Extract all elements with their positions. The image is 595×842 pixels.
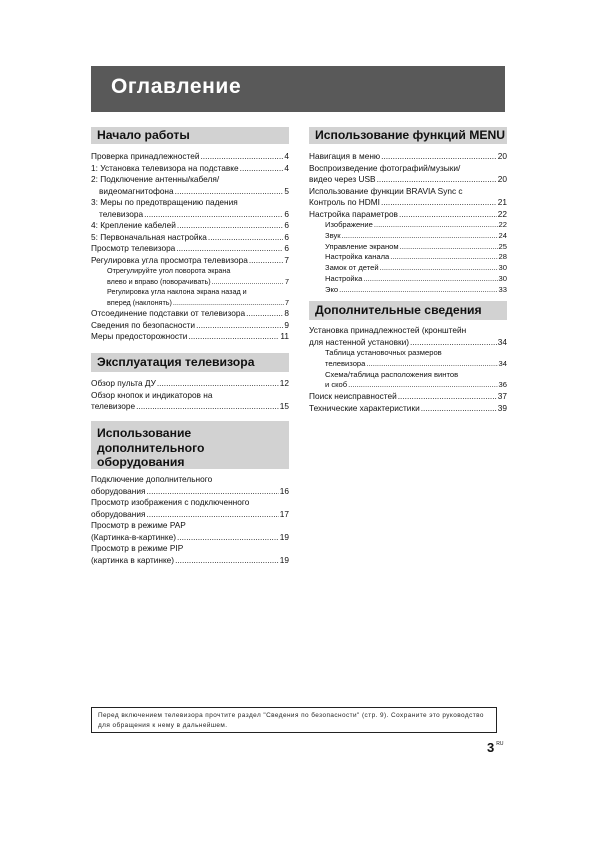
- toc-entry[interactable]: [91, 390, 289, 413]
- leader-dots: [175, 186, 284, 198]
- safety-note: Перед включением телевизора прочтите раздел "Сведения по безопасности" (стр. 9). Сохраните это руководство для обращения к нему в дальнейшем.: [91, 707, 497, 733]
- toc-subentry[interactable]: [309, 348, 507, 370]
- toc-entry-page: 34: [498, 358, 507, 368]
- toc-entry-text: (Картинка-в-картинке): [91, 531, 176, 542]
- section-heading-extra-equipment: [91, 421, 289, 469]
- toc-entry-text: 5: Первоначальная настройка: [91, 231, 207, 242]
- section-heading-additional: [309, 301, 507, 320]
- toc-entry-text: Настройка канала: [325, 252, 390, 262]
- toc-entry-text: Управление экраном: [325, 241, 399, 251]
- toc-entry-text: (картинка в картинке): [91, 554, 175, 565]
- section-heading-menu-label: Использование функций MENU: [315, 128, 506, 142]
- toc-entry-first-line: Просмотр изображения с подключенного: [91, 497, 250, 507]
- section-heading-menu: [309, 127, 507, 144]
- toc-entry[interactable]: [91, 308, 289, 320]
- leader-dots: [339, 285, 497, 296]
- toc-entry-page: 7: [284, 254, 289, 265]
- section-heading-extra-equipment-label: [97, 426, 204, 470]
- toc-entry[interactable]: [91, 197, 289, 220]
- toc-entry-first-line: Использование функции BRAVIA Sync с: [309, 185, 463, 196]
- leader-dots: [177, 220, 283, 232]
- toc-entry-text: Настройка параметров: [309, 208, 398, 219]
- toc-entry-page: 22: [498, 220, 507, 229]
- toc-entry-first-line: Таблица установочных размеров: [325, 348, 442, 357]
- page-title: Оглавление: [111, 75, 242, 98]
- toc-entry-text: Сведения по безопасности: [91, 319, 196, 330]
- toc-entry-first-line: 2: Подключение антенны/кабеля/: [91, 174, 220, 184]
- toc-entry-text: Замок от детей: [325, 263, 379, 273]
- toc-entry-text: Навигация в меню: [309, 151, 381, 161]
- toc-entry-text: Настройка: [325, 273, 363, 283]
- toc-subentry[interactable]: [309, 274, 507, 285]
- heading-line: дополнительного: [97, 440, 205, 455]
- leader-dots: [342, 231, 498, 242]
- toc-entry-text: телевизоре: [91, 401, 136, 411]
- toc-entry-page: 22: [497, 208, 507, 219]
- toc-entry-page: 20: [497, 151, 507, 161]
- toc-subentry[interactable]: [309, 242, 507, 253]
- toc-entry[interactable]: [91, 474, 289, 497]
- toc-entry[interactable]: [309, 403, 507, 415]
- leader-dots: [366, 359, 497, 370]
- leader-dots: [246, 308, 283, 320]
- toc-entry-page: 6: [284, 220, 289, 230]
- toc-entry[interactable]: [91, 220, 289, 232]
- toc-entry-first-line: Отрегулируйте угол поворота экрана: [107, 266, 231, 275]
- toc-entry-page: 30: [498, 273, 507, 283]
- toc-entry-text: Отсоединение подставки от телевизора: [91, 308, 246, 318]
- toc-entry[interactable]: [91, 232, 289, 244]
- toc-entry-page: 25: [498, 241, 507, 251]
- toc-entry-text: Поиск неисправностей: [309, 391, 397, 402]
- toc-entry-text: влево и вправо (поворачивать): [107, 276, 211, 286]
- toc-entry-page: 7: [285, 297, 289, 307]
- toc-entry-page: 20: [497, 174, 507, 184]
- toc-entry-first-line: Установка принадлежностей (кронштейн: [309, 325, 467, 335]
- toc-entry-text: видеомагнитофона: [99, 185, 174, 196]
- toc-entry[interactable]: [91, 331, 289, 343]
- toc-entry[interactable]: [91, 255, 289, 267]
- toc-entry-first-line: Просмотр в режиме PIP: [91, 543, 184, 553]
- toc-entry-text: 1: Установка телевизора на подставке: [91, 162, 239, 173]
- toc-entry-first-line: 3: Меры по предотвращению падения: [91, 197, 238, 207]
- toc-additional: [309, 325, 507, 414]
- toc-entry-page: 39: [497, 402, 507, 413]
- leader-dots: [240, 163, 284, 175]
- section-heading-start: [91, 127, 289, 144]
- leader-dots: [136, 401, 279, 413]
- toc-entry-page: 8: [284, 308, 289, 318]
- toc-entry-page: 37: [497, 391, 507, 402]
- leader-dots: [348, 380, 497, 391]
- toc-entry-page: 15: [279, 401, 289, 411]
- title-bar: [91, 66, 505, 112]
- toc-subentry[interactable]: [309, 263, 507, 274]
- leader-dots: [377, 174, 497, 186]
- section-heading-additional-label: Дополнительные сведения: [315, 303, 482, 317]
- toc-entry-first-line: Просмотр в режиме PAP: [91, 520, 186, 530]
- toc-entry-page: 11: [280, 331, 289, 341]
- toc-entry-first-line: Регулировка угла наклона экрана назад и: [107, 287, 247, 296]
- leader-dots: [177, 532, 279, 544]
- toc-subentry[interactable]: [309, 252, 507, 263]
- leader-dots: [146, 509, 278, 521]
- toc-entry-first-line: Воспроизведение фотографий/музыки/: [309, 162, 461, 173]
- toc-extra-equipment: [91, 474, 289, 566]
- heading-line: Использование: [97, 426, 192, 440]
- toc-subentry[interactable]: [91, 266, 289, 287]
- toc-entry-page: 24: [498, 230, 507, 240]
- leader-dots: [146, 486, 278, 498]
- toc-entry-text: Контроль по HDMI: [309, 197, 380, 207]
- toc-entry[interactable]: [91, 497, 289, 520]
- toc-entry-text: Технические характеристики: [309, 402, 420, 413]
- toc-entry-text: Эко: [325, 284, 339, 294]
- toc-entry-page: 7: [285, 276, 289, 286]
- leader-dots: [157, 378, 279, 390]
- section-heading-operation: [91, 353, 289, 372]
- toc-entry-page: 21: [497, 197, 507, 207]
- toc-entry-text: вперед (наклонять): [107, 297, 172, 307]
- toc-entry[interactable]: [309, 186, 507, 209]
- toc-entry-text: Проверка принадлежностей: [91, 151, 200, 161]
- toc-entry-text: видео через USB: [309, 174, 376, 184]
- toc-entry-text: телевизора: [325, 358, 366, 368]
- leader-dots: [381, 197, 497, 209]
- toc-entry-page: 4: [284, 162, 289, 173]
- toc-entry-text: телевизора: [99, 208, 144, 219]
- leader-dots: [399, 209, 497, 221]
- toc-entry[interactable]: [91, 520, 289, 543]
- toc-entry[interactable]: [91, 243, 289, 255]
- section-heading-operation-label: Эксплуатация телевизора: [97, 355, 255, 369]
- toc-subentry[interactable]: [309, 370, 507, 392]
- toc-entry-page: 5: [284, 185, 289, 196]
- page-language: RU: [496, 741, 504, 747]
- toc-subentry[interactable]: [309, 231, 507, 242]
- toc-entry-text: 4: Крепление кабелей: [91, 220, 176, 230]
- toc-entry[interactable]: [91, 174, 289, 197]
- toc-subentry[interactable]: [309, 220, 507, 231]
- leader-dots: [374, 220, 498, 231]
- leader-dots: [400, 242, 498, 253]
- leader-dots: [188, 331, 279, 343]
- heading-line: оборудования: [97, 455, 185, 469]
- leader-dots: [196, 320, 283, 332]
- toc-entry-page: 4: [284, 151, 289, 161]
- toc-entry[interactable]: [91, 320, 289, 332]
- toc-entry-text: оборудования: [91, 508, 146, 519]
- toc-entry-text: Обзор пульта ДУ: [91, 378, 156, 388]
- toc-menu: [309, 151, 507, 296]
- toc-subentry[interactable]: [309, 285, 507, 296]
- toc-entry[interactable]: [309, 163, 507, 186]
- toc-entry-page: 28: [498, 252, 507, 262]
- toc-entry-text: Регулировка угла просмотра телевизора: [91, 254, 248, 265]
- toc-entry-page: 9: [284, 319, 289, 330]
- leader-dots: [380, 263, 498, 274]
- leader-dots: [173, 298, 284, 309]
- leader-dots: [176, 243, 283, 255]
- leader-dots: [175, 555, 279, 567]
- toc-entry[interactable]: [309, 391, 507, 403]
- toc-entry[interactable]: [309, 209, 507, 221]
- page-number: [487, 740, 503, 755]
- leader-dots: [144, 209, 283, 221]
- leader-dots: [421, 403, 497, 415]
- toc-entry-first-line: Схема/таблица расположения винтов: [325, 369, 459, 379]
- toc-entry-page: 6: [284, 231, 289, 242]
- toc-start: [91, 151, 289, 343]
- toc-entry-page: 19: [279, 531, 289, 542]
- leader-dots: [249, 255, 284, 267]
- leader-dots: [208, 232, 283, 244]
- toc-entry-page: 12: [279, 378, 289, 388]
- toc-entry[interactable]: [91, 543, 289, 566]
- toc-entry-page: 16: [279, 485, 289, 496]
- toc-entry[interactable]: [309, 325, 507, 348]
- toc-entry[interactable]: [91, 151, 289, 163]
- toc-entry-text: Изображение: [325, 220, 373, 229]
- toc-entry-page: 17: [279, 508, 289, 519]
- section-heading-start-label: Начало работы: [97, 128, 190, 142]
- toc-entry-page: 19: [279, 554, 289, 565]
- toc-entry-text: Просмотр телевизора: [91, 243, 176, 253]
- toc-entry-first-line: Подключение дополнительного: [91, 474, 213, 484]
- leader-dots: [212, 277, 284, 288]
- toc-entry-page: 33: [498, 284, 507, 294]
- toc-entry-text: и скоб: [325, 380, 348, 390]
- leader-dots: [381, 151, 497, 163]
- toc-subentry[interactable]: [91, 287, 289, 308]
- toc-entry-page: 34: [497, 336, 507, 347]
- toc-operation: [91, 378, 289, 413]
- page-number-value: 3: [487, 740, 495, 755]
- leader-dots: [390, 252, 497, 263]
- toc-entry-text: оборудования: [91, 485, 146, 496]
- toc-entry[interactable]: [91, 163, 289, 175]
- toc-entry-page: 30: [498, 263, 507, 273]
- leader-dots: [363, 274, 497, 285]
- leader-dots: [200, 151, 283, 163]
- toc-entry[interactable]: [91, 378, 289, 390]
- toc-entry-page: 36: [498, 380, 507, 390]
- toc-entry-text: Меры предосторожности: [91, 331, 188, 341]
- toc-entry-text: Звук: [325, 230, 341, 240]
- leader-dots: [410, 337, 497, 349]
- toc-entry-page: 6: [284, 208, 289, 219]
- toc-entry-page: 6: [284, 243, 289, 253]
- toc-entry-text: для настенной установки): [309, 336, 410, 347]
- toc-entry-first-line: Обзор кнопок и индикаторов на: [91, 389, 213, 400]
- toc-entry[interactable]: [309, 151, 507, 163]
- leader-dots: [398, 391, 497, 403]
